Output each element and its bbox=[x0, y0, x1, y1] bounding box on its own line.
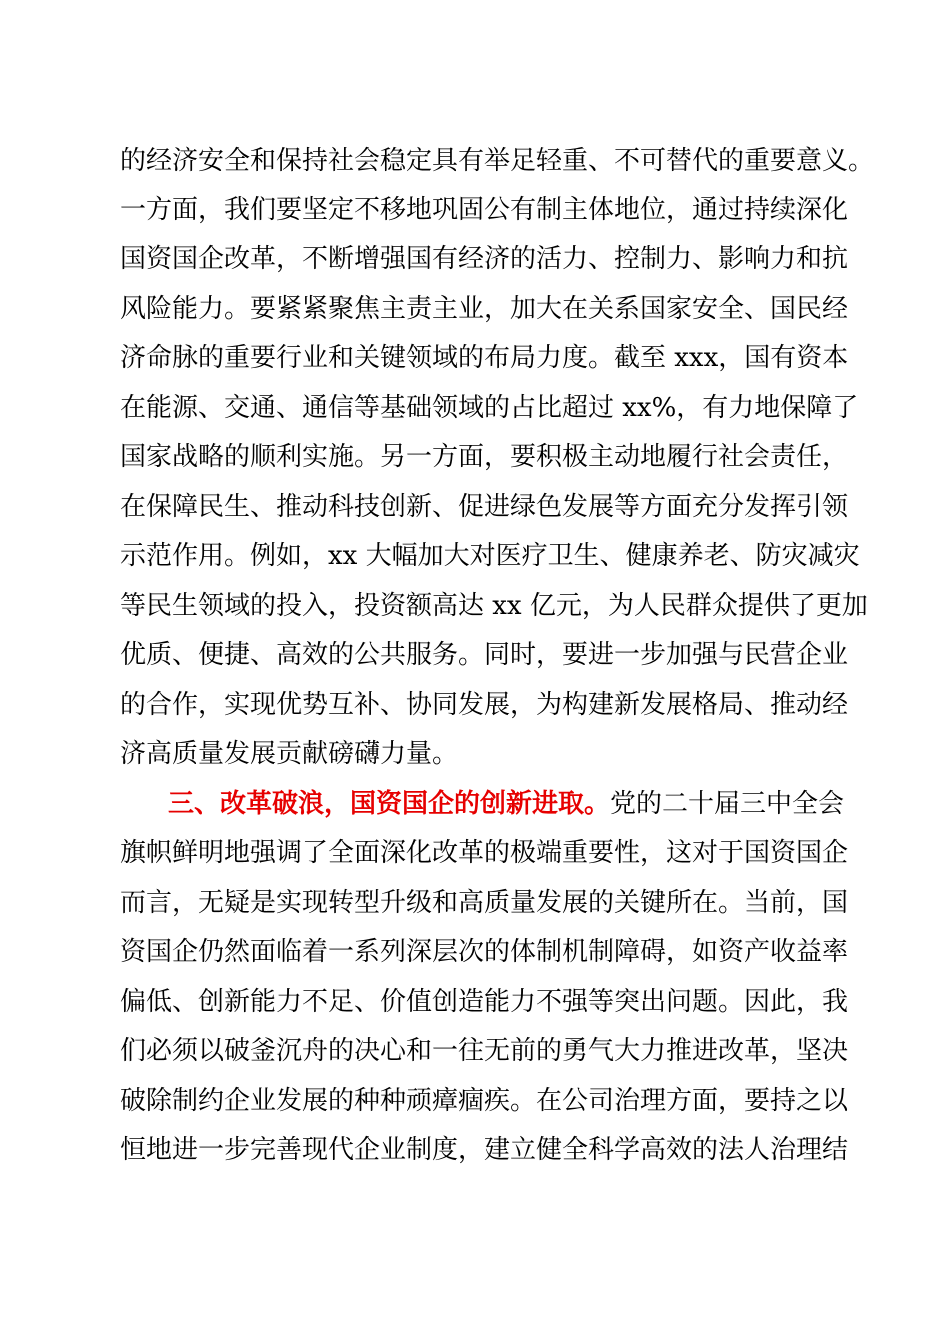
paragraph2-line-5: 偏低、创新能力不足、价值创造能力不强等突出问题。因此，我 bbox=[120, 987, 849, 1017]
paragraph1-line-13: 济高质量发展贡献磅礴力量。 bbox=[120, 739, 459, 769]
paragraph1-line-1: 的经济安全和保持社会稳定具有举足轻重、不可替代的重要意义。 bbox=[120, 146, 875, 176]
paragraph1-line-6: 在能源、交通、通信等基础领域的占比超过 xx%，有力地保障了 bbox=[120, 393, 859, 423]
paragraph2-line-7: 破除制约企业发展的种种顽瘴痼疾。在公司治理方面，要持之以 bbox=[120, 1086, 849, 1116]
paragraph1-line-5: 济命脉的重要行业和关键领域的布局力度。截至 xxx，国有资本 bbox=[120, 343, 849, 373]
section-heading: 三、改革破浪，国资国企的创新进取。 bbox=[168, 789, 611, 819]
paragraph1-line-11: 优质、便捷、高效的公共服务。同时，要进一步加强与民营企业 bbox=[120, 640, 849, 670]
paragraph2-line-6: 们必须以破釜沉舟的决心和一往无前的勇气大力推进改革，坚决 bbox=[120, 1036, 849, 1066]
paragraph2-first-line-rest: 党的二十届三中全会 bbox=[610, 789, 845, 819]
paragraph1-line-10: 等民生领域的投入，投资额高达 xx 亿元，为人民群众提供了更加 bbox=[120, 591, 868, 621]
paragraph2-line-3: 而言，无疑是实现转型升级和高质量发展的关键所在。当前，国 bbox=[120, 888, 849, 918]
paragraph1-line-12: 的合作，实现优势互补、协同发展，为构建新发展格局、推动经 bbox=[120, 690, 849, 720]
paragraph1-line-3: 国资国企改革，不断增强国有经济的活力、控制力、影响力和抗 bbox=[120, 244, 849, 274]
paragraph1-line-7: 国家战略的顺利实施。另一方面，要积极主动地履行社会责任， bbox=[120, 442, 849, 472]
paragraph2-line-4: 资国企仍然面临着一系列深层次的体制机制障碍，如资产收益率 bbox=[120, 937, 849, 967]
paragraph2-first-line bbox=[168, 784, 845, 824]
paragraph1-line-4: 风险能力。要紧紧聚焦主责主业，加大在关系国家安全、国民经 bbox=[120, 294, 849, 324]
paragraph1-line-8: 在保障民生、推动科技创新、促进绿色发展等方面充分发挥引领 bbox=[120, 492, 849, 522]
paragraph2-line-8: 恒地进一步完善现代企业制度，建立健全科学高效的法人治理结 bbox=[120, 1135, 849, 1165]
paragraph2-line-2: 旗帜鲜明地强调了全面深化改革的极端重要性，这对于国资国企 bbox=[120, 838, 849, 868]
paragraph1-line-2: 一方面，我们要坚定不移地巩固公有制主体地位，通过持续深化 bbox=[120, 195, 849, 225]
paragraph1-line-9: 示范作用。例如，xx 大幅加大对医疗卫生、健康养老、防灾减灾 bbox=[120, 541, 860, 571]
